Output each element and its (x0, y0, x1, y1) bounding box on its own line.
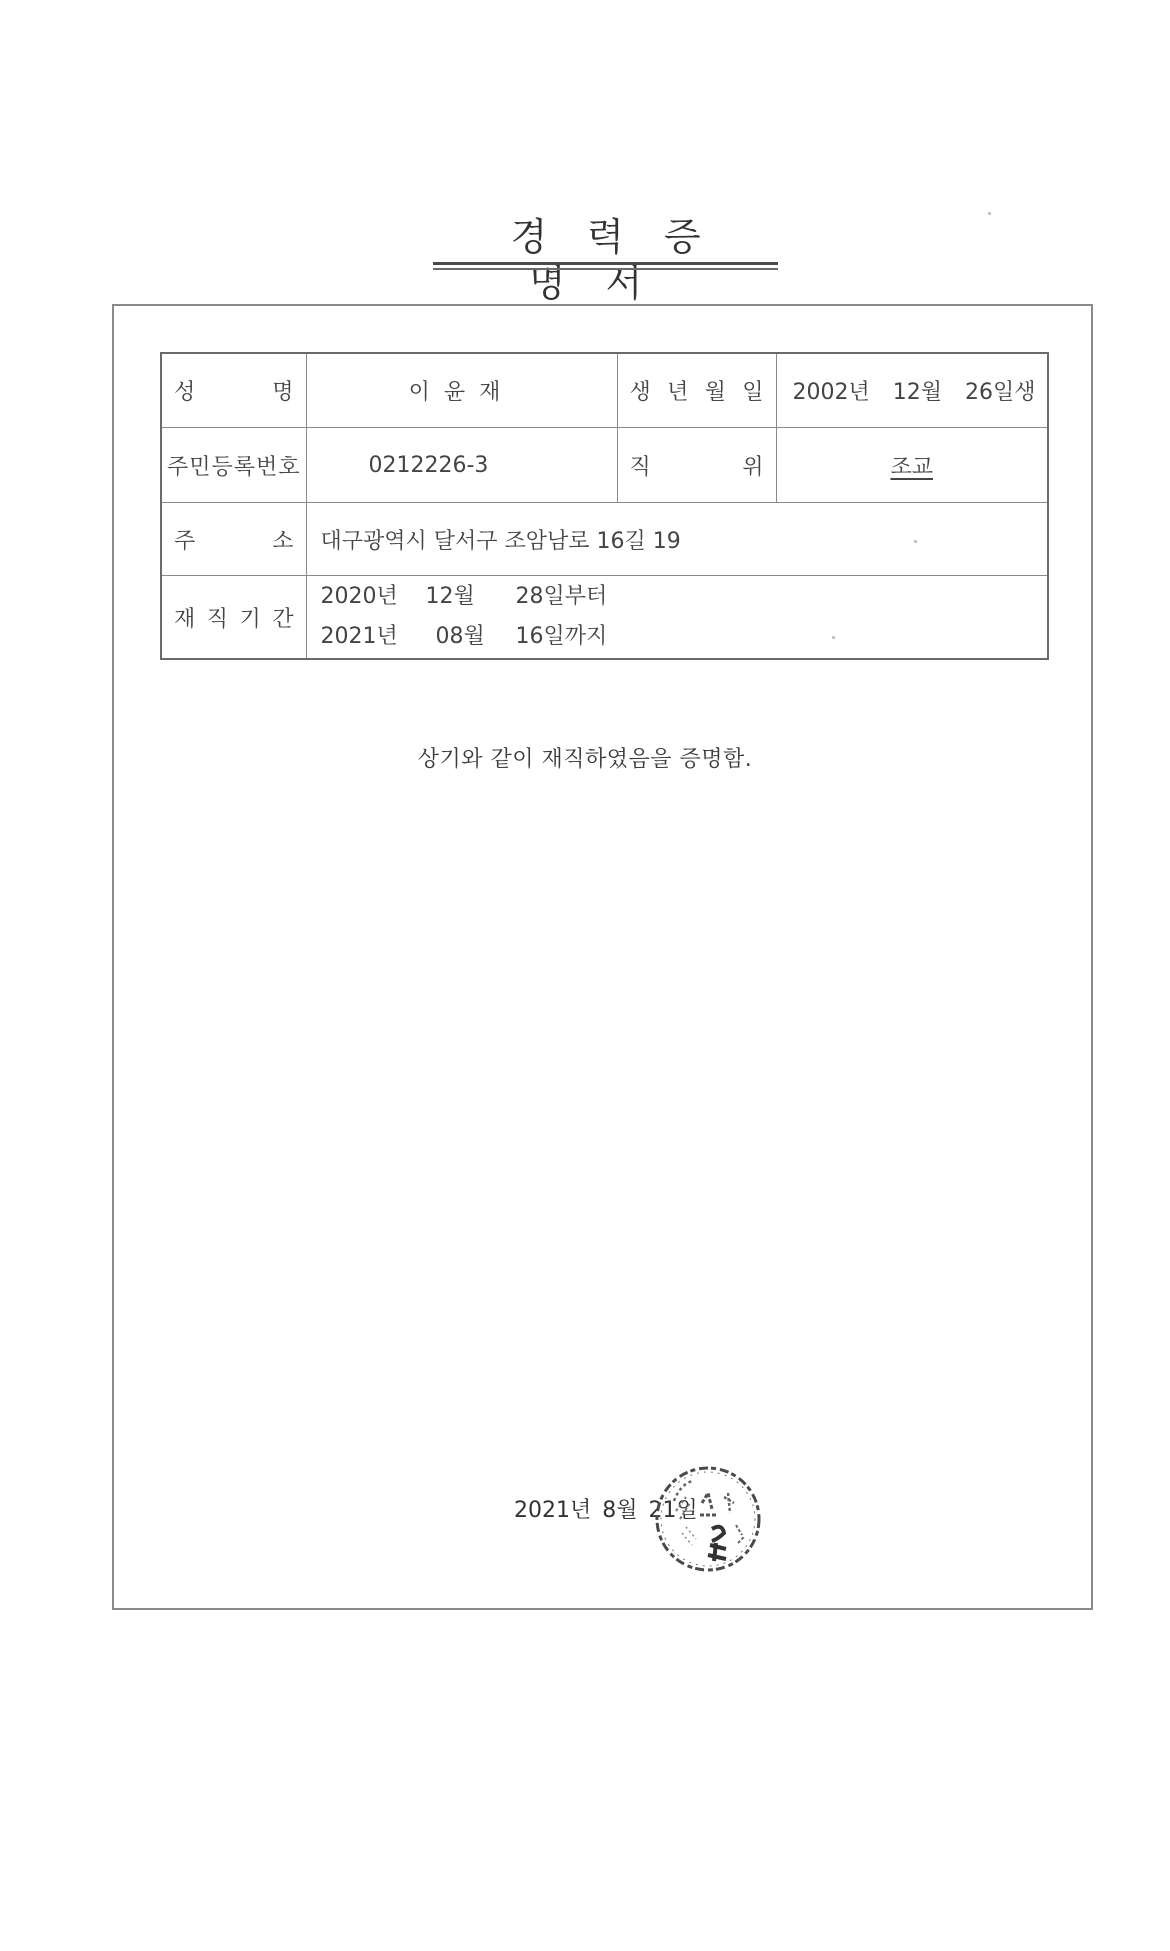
table-row-name (161, 353, 1048, 428)
value-resident-registration-number: 0212226-3 (306, 428, 617, 503)
value-employment-period (306, 576, 1048, 660)
label-period-part: 재 (174, 606, 196, 632)
official-seal-icon (652, 1463, 764, 1575)
position-title: 조교 (890, 454, 933, 480)
label-birthdate-part: 일 (742, 380, 764, 405)
label-address-part: 소 (272, 528, 294, 554)
label-name-part: 명 (272, 380, 294, 405)
table-row-address (161, 503, 1048, 576)
label-period-part: 직 (206, 606, 228, 632)
scan-speck (832, 636, 835, 639)
label-resident-registration-number: 주민등록번호 (161, 428, 306, 503)
employee-name: 이윤재 (408, 380, 515, 405)
period-end-day: 16일까지 (515, 624, 608, 649)
value-name (306, 353, 617, 428)
label-address-part: 주 (174, 528, 196, 554)
value-birthdate: 2002년 12월 26일생 (776, 353, 1048, 428)
label-birthdate-part: 년 (667, 380, 689, 405)
label-position-part: 위 (742, 454, 764, 480)
value-position (776, 428, 1048, 503)
scan-speck (914, 540, 917, 543)
period-start-year: 2020년 (320, 584, 398, 609)
certification-statement: 상기와 같이 재직하였음을 증명함. (417, 747, 753, 772)
period-end-month: 08월 (435, 624, 485, 649)
label-position-part: 직 (629, 454, 651, 480)
label-name (161, 353, 306, 428)
label-position (617, 428, 776, 503)
period-end (321, 617, 1048, 657)
label-birthdate (617, 353, 776, 428)
issue-date: 2021년 8월 21일 (514, 1498, 698, 1523)
period-start-day: 28일부터 (515, 584, 608, 609)
label-name-part: 성 (174, 380, 196, 405)
period-start-month: 12월 (425, 584, 475, 609)
label-birthdate-part: 월 (704, 380, 726, 405)
title-double-underline (433, 262, 778, 270)
label-period-part: 간 (272, 606, 294, 632)
employee-info-table (160, 352, 1049, 660)
scan-speck (988, 212, 991, 215)
table-row-employment-period (161, 576, 1048, 660)
period-end-year: 2021년 (320, 624, 398, 649)
value-address: 대구광역시 달서구 조암남로 16길 19 (306, 503, 1048, 576)
label-employment-period (161, 576, 306, 660)
label-address (161, 503, 306, 576)
period-start (321, 577, 1048, 617)
label-birthdate-part: 생 (629, 380, 651, 405)
document-title: 경력증명서 (510, 215, 741, 305)
label-period-part: 기 (239, 606, 261, 632)
table-row-rrn (161, 428, 1048, 503)
